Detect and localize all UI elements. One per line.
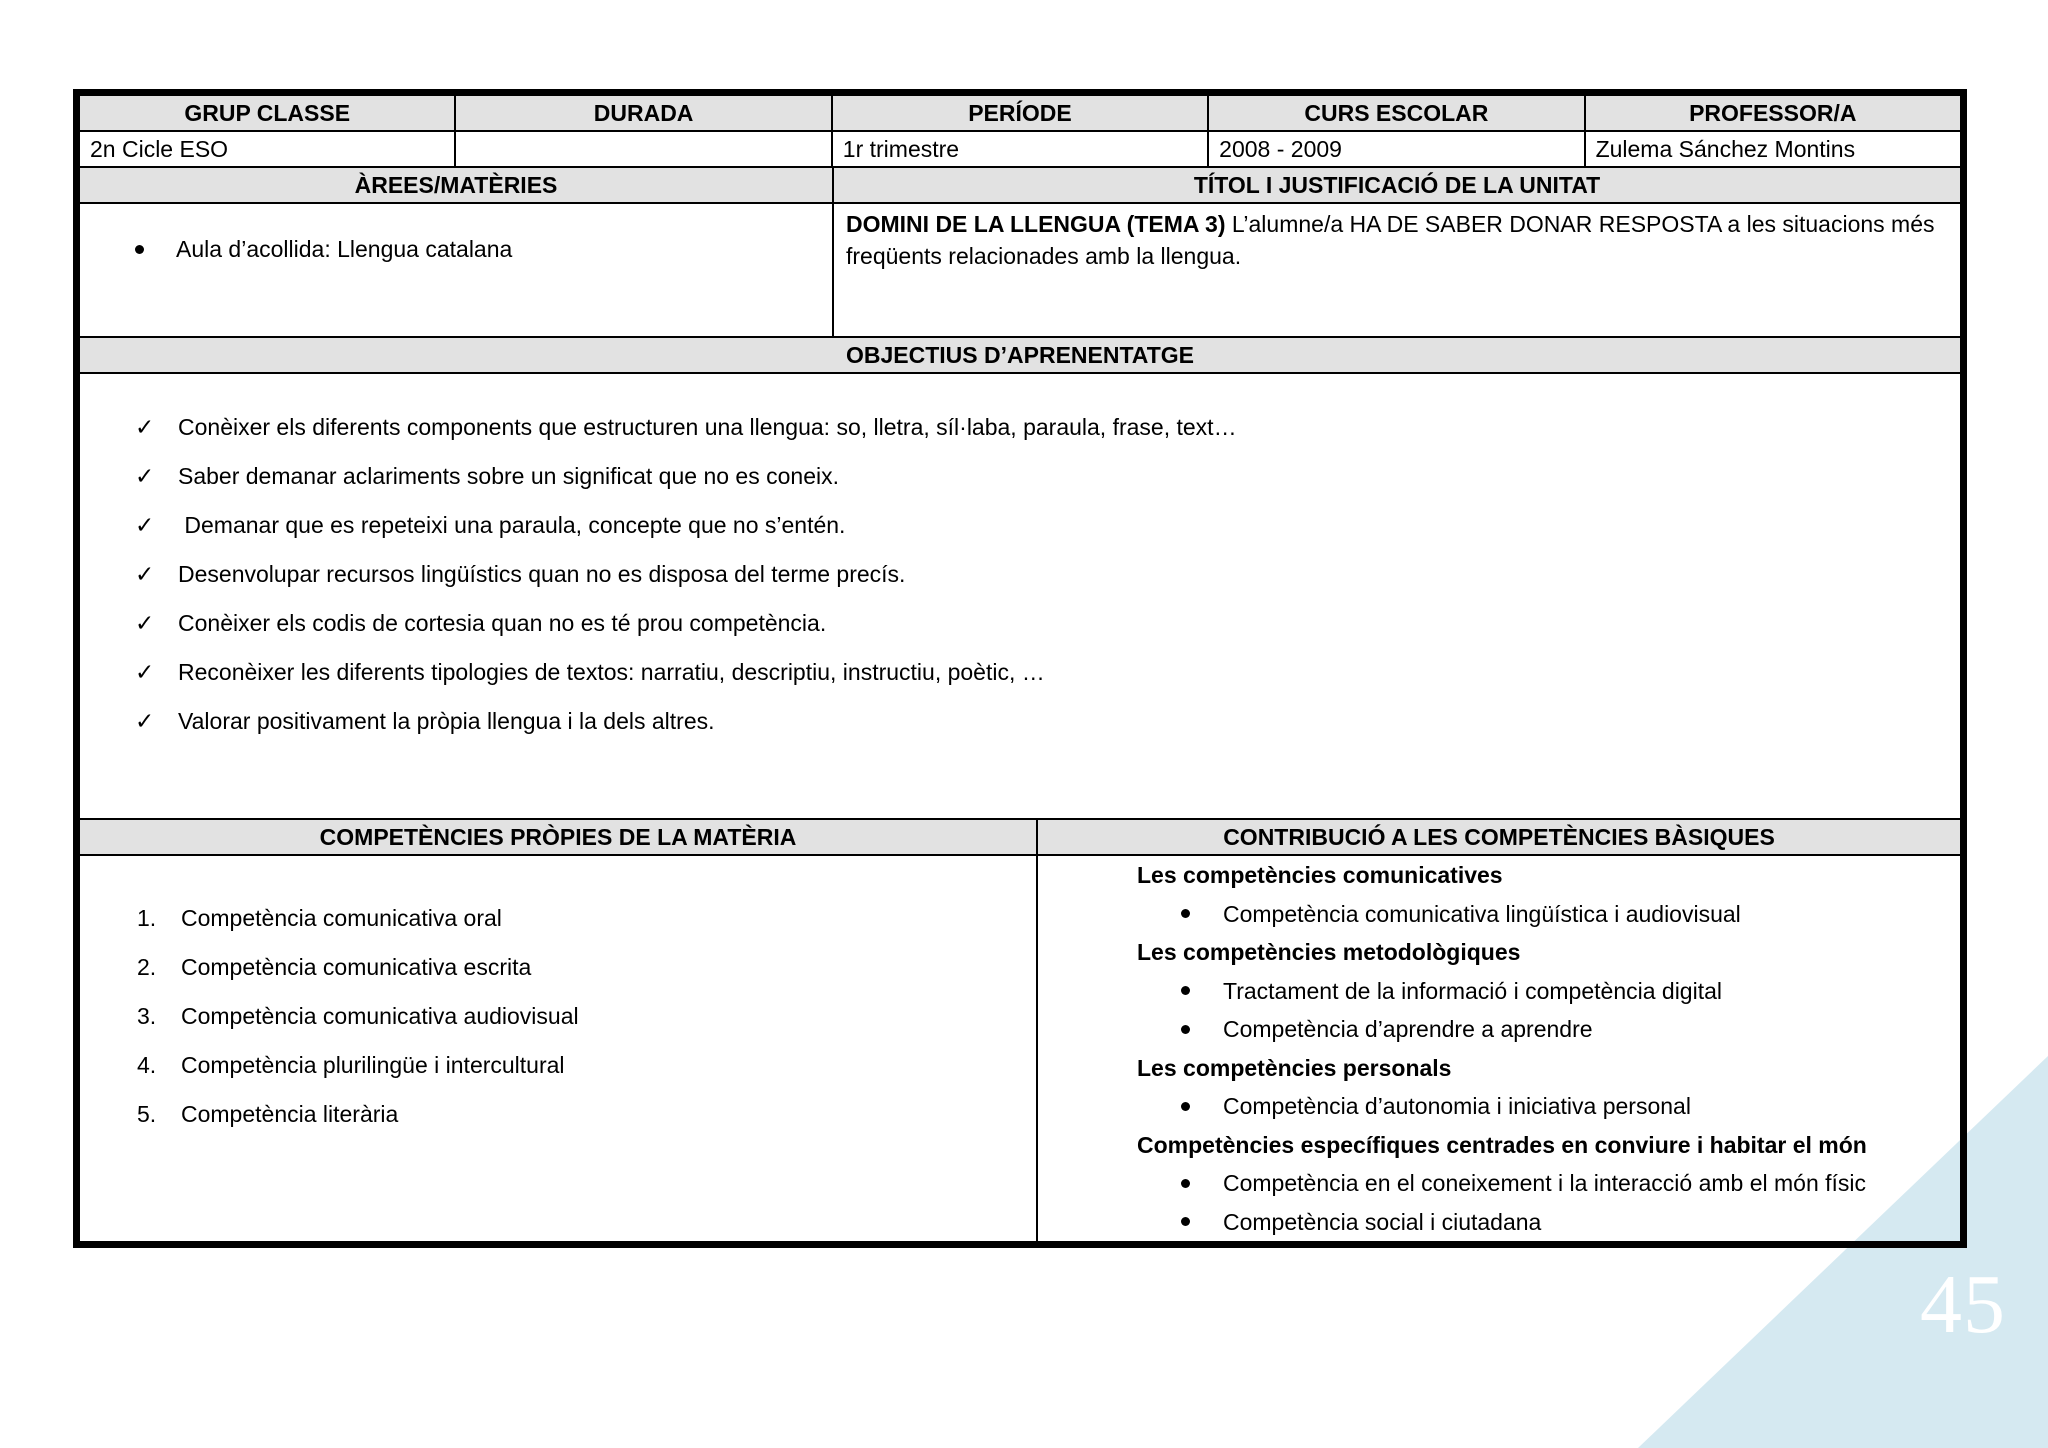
objective-text: Conèixer els diferents components que estructuren una llengua: so, lletra, síl·laba, paraula, frase, text… [178,413,1237,440]
check-icon: ✓ [135,707,155,734]
list-item [135,598,1960,647]
competency-text: Competència literària [181,1100,399,1127]
competency-text: Competència comunicativa escrita [181,953,532,980]
basic-competency-text: Competència en el coneixement i la interacció amb el món físic [1223,1170,1867,1197]
bullet-icon [135,245,144,254]
check-icon: ✓ [135,560,155,587]
titol-header: TÍTOL I JUSTIFICACIÓ DE LA UNITAT [833,167,1961,203]
item-number: 1. [137,904,157,931]
objectius-header: OBJECTIUS D’APRENENTATGE [79,337,1961,373]
bullet-icon [1181,1217,1190,1226]
bullet-icon [1181,1025,1190,1034]
durada-header: DURADA [455,95,831,131]
list-item [135,500,1960,549]
bullet-icon [1181,986,1190,995]
unit-plan-document [73,89,1967,1248]
page-number: 45 [1920,1258,2006,1351]
list-item [135,696,1960,745]
list-item [135,549,1960,598]
list-item [1181,1203,1960,1242]
area-label: Aula d’acollida: Llengua catalana [176,236,513,262]
basic-competency-text: Competència d’aprendre a aprendre [1223,1016,1593,1043]
competency-text: Competència comunicativa audiovisual [181,1002,579,1029]
check-icon: ✓ [135,658,155,685]
grup-classe-header: GRUP CLASSE [79,95,455,131]
objective-text: Conèixer els codis de cortesia quan no es té prou competència. [178,609,827,636]
objectius-table [78,336,1962,820]
list-item [137,991,1036,1040]
competencies-header: COMPETÈNCIES PRÒPIES DE LA MATÈRIA [79,819,1037,855]
professor-header: PROFESSOR/A [1585,95,1961,131]
group-title: Les competències personals [1137,1054,1452,1081]
list-item [135,451,1960,500]
objective-text: Saber demanar aclariments sobre un significat que no es coneix. [178,462,839,489]
bullet-icon [1181,1102,1190,1111]
bullet-icon [1181,909,1190,918]
competencies-table [78,818,1962,1243]
grup-classe-value: 2n Cicle ESO [79,131,455,167]
bullet-icon [1181,1179,1190,1188]
list-item [1181,972,1960,1011]
list-item [137,1089,1036,1138]
group-title: Les competències comunicatives [1137,862,1503,888]
list-item [135,402,1960,451]
item-number: 2. [137,953,157,980]
list-item [1181,1010,1960,1049]
list-item [137,942,1036,991]
group-title: Competències específiques centrades en conviure i habitar el món [1137,1131,1867,1158]
objective-text: Valorar positivament la pròpia llengua i la dels altres. [178,707,715,734]
check-icon: ✓ [135,462,155,489]
basic-competency-text: Competència social i ciutadana [1223,1208,1542,1235]
basic-competency-text: Competència d’autonomia i iniciativa personal [1223,1093,1691,1120]
group-title: Les competències metodològiques [1137,939,1521,965]
list-item [137,893,1036,942]
durada-value [455,131,831,167]
professor-value: Zulema Sánchez Montins [1585,131,1961,167]
item-number: 5. [137,1100,157,1127]
list-item [1181,1164,1960,1203]
header-table [78,94,1962,168]
curs-escolar-header: CURS ESCOLAR [1208,95,1584,131]
periode-value: 1r trimestre [832,131,1208,167]
titol-text: L’alumne/a HA DE SABER DONAR RESPOSTA a les situacions més freqüents relacionades amb la llengua. [846,211,1935,269]
areas-cell [79,203,833,337]
item-number: 4. [137,1051,157,1078]
periode-header: PERÍODE [832,95,1208,131]
check-icon: ✓ [135,609,155,636]
list-item [137,1040,1036,1089]
basic-competency-text: Competència comunicativa lingüística i audiovisual [1223,900,1741,927]
item-number: 3. [137,1002,157,1029]
competency-text: Competència comunicativa oral [181,904,502,931]
list-item [135,647,1960,696]
areas-header: ÀREES/MATÈRIES [79,167,833,203]
competency-text: Competència plurilingüe i intercultural [181,1051,565,1078]
list-item [1181,1087,1960,1126]
titol-bold: DOMINI DE LA LLENGUA (TEMA 3) [846,211,1226,237]
objective-text: Reconèixer les diferents tipologies de textos: narratiu, descriptiu, instructiu, poètic, … [178,658,1045,685]
list-item [1181,895,1960,934]
objective-text: Demanar que es repeteixi una paraula, concepte que no s’entén. [178,511,846,538]
objective-text: Desenvolupar recursos lingüístics quan no es disposa del terme precís. [178,560,906,587]
curs-escolar-value: 2008 - 2009 [1208,131,1584,167]
check-icon: ✓ [135,511,155,538]
basiques-cell [1037,855,1961,1242]
areas-table [78,166,1962,338]
competencies-cell [79,855,1037,1242]
list-item [135,234,832,264]
basiques-header: CONTRIBUCIÓ A LES COMPETÈNCIES BÀSIQUES [1037,819,1961,855]
titol-cell [833,203,1961,337]
objectius-cell [79,373,1961,819]
check-icon: ✓ [135,413,155,440]
basic-competency-text: Tractament de la informació i competència digital [1223,977,1722,1004]
